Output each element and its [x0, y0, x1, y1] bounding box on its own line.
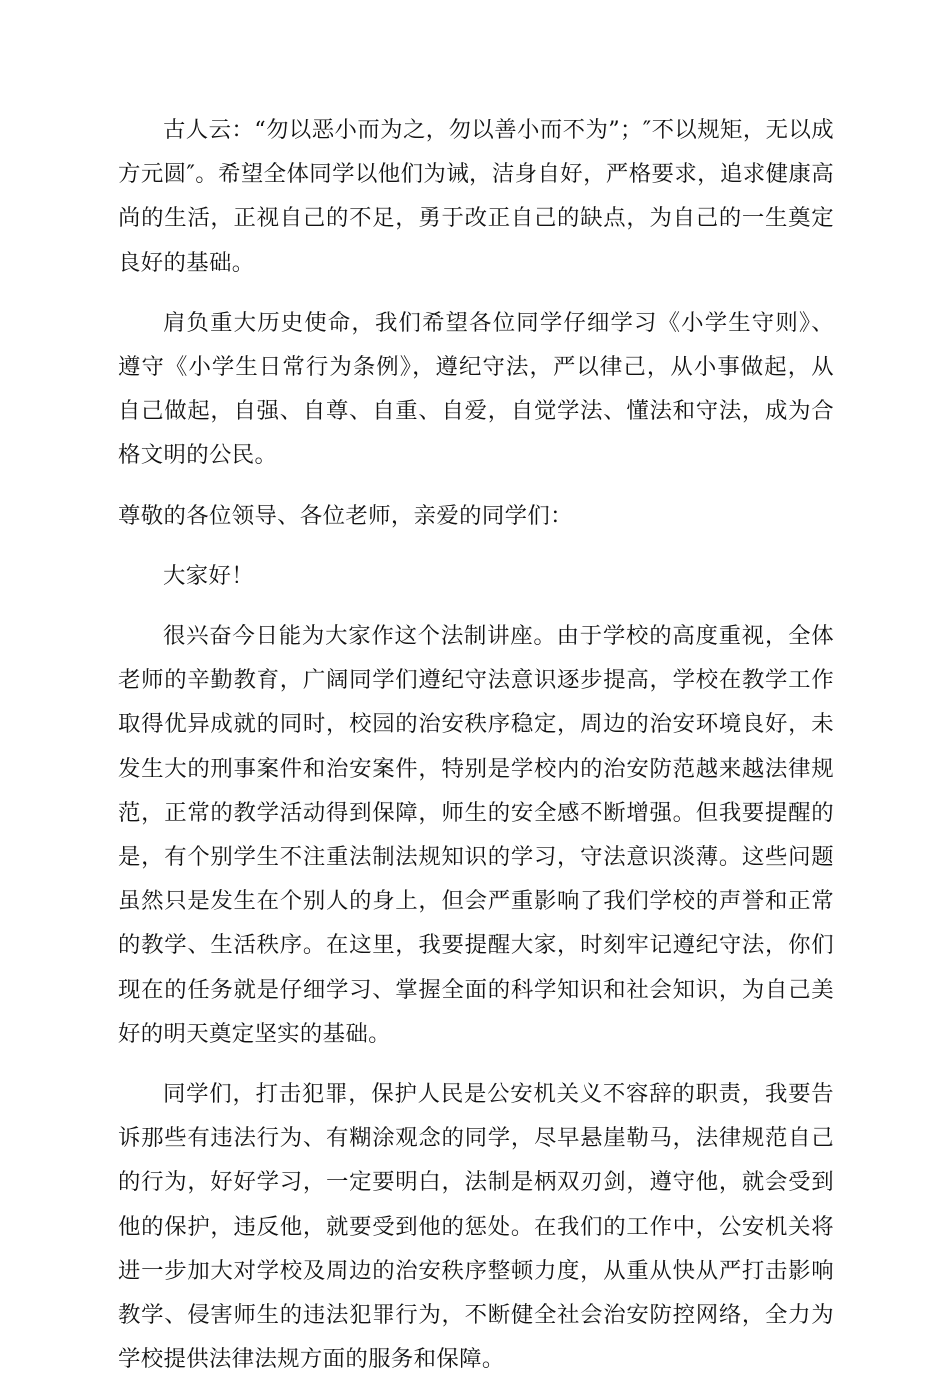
paragraph-lecture-intro: 很兴奋今日能为大家作这个法制讲座。由于学校的高度重视，全体老师的辛勤教育，广阔同学们遵纪守法意识逐步提高，学校在教学工作取得优异成就的同时，校园的治安秩序稳定，周边的治安环境良好，未发生大的刑事案件和治安案件，特别是学校内的治安防范越来越法律规范，正常的教学活动得到保障，师生的安全感不断增强。但我要提醒的是，有个别学生不注重法制法规知识的学习，守法意识淡薄。这些问题虽然只是发生在个别人的身上，但会严重影响了我们学校的声誉和正常的教学、生活秩序。在这里，我要提醒大家，时刻牢记遵纪守法，你们现在的任务就是仔细学习、掌握全面的科学知识和社会知识，为自己美好的明天奠定坚实的基础。	[118, 623, 834, 1047]
paragraph-salutation: 尊敬的各位领导、各位老师，亲爱的同学们：	[118, 502, 573, 529]
document-page	[118, 108, 834, 1381]
paragraph-police-duty: 同学们，打击犯罪，保护人民是公安机关义不容辞的职责，我要告诉那些有违法行为、有糊涂观念的同学，尽早悬崖勒马，法律规范自己的行为，好好学习，一定要明白，法制是柄双刃剑，遵守他，就会受到他的保护，违反他，就要受到他的惩处。在我们的工作中，公安机关将进一步加大对学校及周边的治安秩序整顿力度，从重从快从严打击影响教学、侵害师生的违法犯罪行为，不断健全社会治安防控网络，全力为学校提供法律法规方面的服务和保障。	[118, 1081, 834, 1373]
paragraph-greeting: 大家好！	[163, 562, 254, 589]
paragraph-historic-mission: 肩负重大历史使命，我们希望各位同学仔细学习《小学生守则》、遵守《小学生日常行为条例》，遵纪守法，严以律己，从小事做起，从自己做起，自强、自尊、自重、自爱，自觉学法、懂法和守法，成为合格文明的公民。	[118, 309, 834, 469]
paragraph-ancient-saying: 古人云：“勿以恶小而为之，勿以善小而不为”；″不以规矩，无以成方元圆″。希望全体同学以他们为诫，洁身自好，严格要求，追求健康高尚的生活，正视自己的不足，勇于改正自己的缺点，为自己的一生奠定良好的基础。	[118, 117, 834, 276]
